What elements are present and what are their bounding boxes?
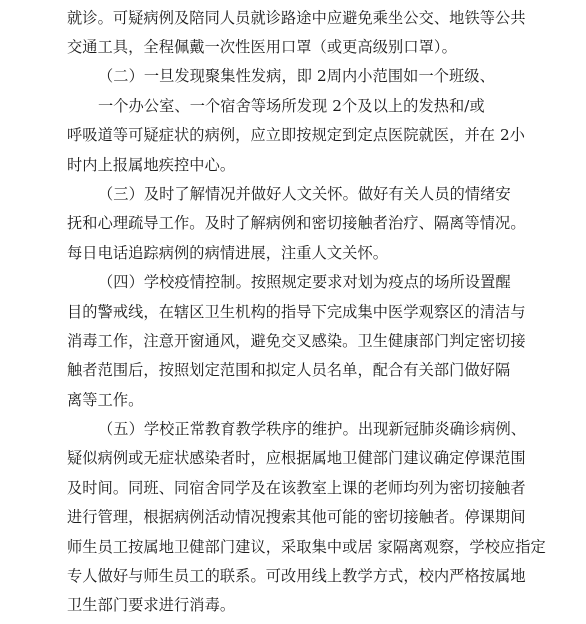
text-line-15: （五）学校正常教育教学秩序的维护。出现新冠肺炎确诊病例、 [98, 420, 527, 438]
text-line-4: 一个办公室、一个宿舍等场所发现 2个及以上的发热和/或 [98, 97, 485, 115]
text-line-21: 卫生部门要求进行消毒。 [67, 596, 236, 614]
text-line-2: 交通工具，全程佩戴一次性医用口罩（或更高级别口罩）。 [67, 38, 457, 56]
text-line-3: （二）一旦发现聚集性发病，即 2周内小范围如一个班级、 [98, 67, 495, 85]
text-line-9: 每日电话追踪病例的病情进展，注重人文关怀。 [67, 244, 389, 262]
text-line-7: （三）及时了解情况并做好人文关怀。做好有关人员的情绪安 [98, 185, 511, 203]
text-line-18: 进行管理，根据病例活动情况搜索其他可能的密切接触者。停课期间 [67, 508, 526, 526]
text-line-5: 呼吸道等可疑症状的病例，应立即按规定到定点医院就医，并在 2小 [67, 126, 526, 144]
text-line-17: 及时间。同班、同宿舍同学及在该教室上课的老师均列为密切接触者 [67, 479, 526, 497]
text-line-19: 师生员工按属地卫健部门建议，采取集中或居 家隔离观察，学校应指定 [67, 538, 546, 556]
text-line-6: 时内上报属地疾控中心。 [67, 156, 236, 174]
text-line-16: 疑似病例或无症状感染者时，应根据属地卫健部门建议确定停课范围 [67, 449, 526, 467]
text-line-10: （四）学校疫情控制。按照规定要求对划为疫点的场所设置醒 [98, 273, 511, 291]
text-line-11: 目的警戒线，在辖区卫生机构的指导下完成集中医学观察区的清洁与 [67, 303, 526, 321]
text-line-13: 触者范围后，按照划定范围和拟定人员名单，配合有关部门做好隔 [67, 361, 511, 379]
text-line-8: 抚和心理疏导工作。及时了解病例和密切接触者治疗、隔离等情况。 [67, 214, 526, 232]
text-line-20: 专人做好与师生员工的联系。可改用线上教学方式，校内严格按属地 [67, 567, 526, 585]
text-line-12: 消毒工作，注意开窗通风，避免交叉感染。卫生健康部门判定密切接 [67, 332, 526, 350]
text-line-1: 就诊。可疑病例及陪同人员就诊路途中应避免乘坐公交、地铁等公共 [67, 9, 526, 27]
text-line-14: 离等工作。 [67, 391, 144, 409]
